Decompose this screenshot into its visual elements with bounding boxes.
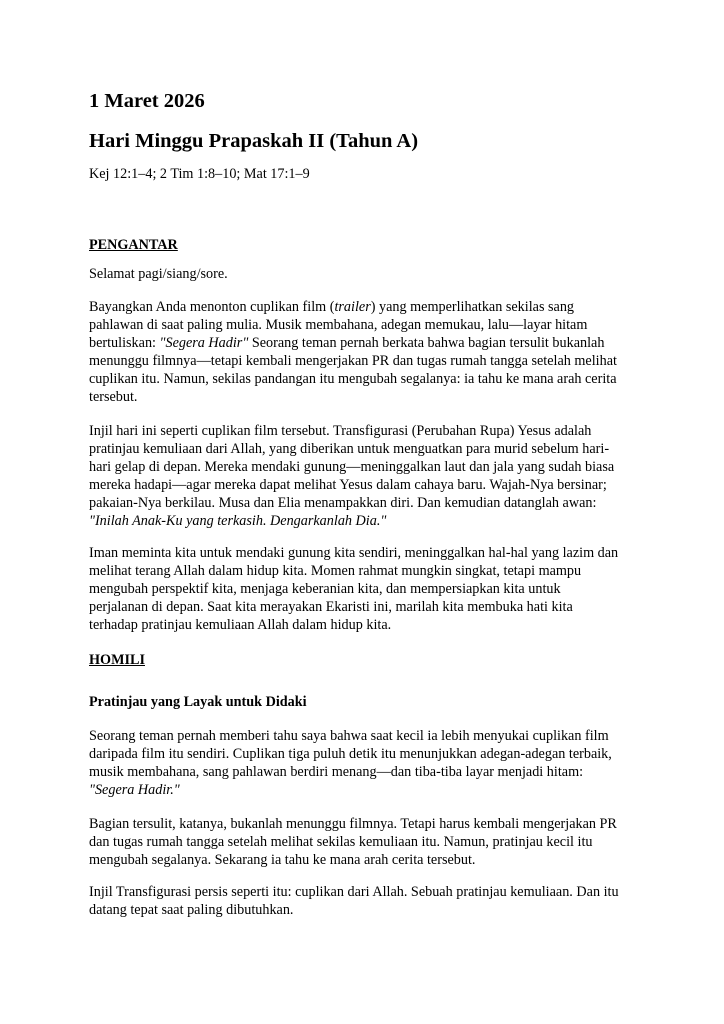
text-line: cuplikan itu. Namun, sekilas pandangan itu mengubah segalanya: ia tahu ke mana arah cerita: [89, 371, 617, 387]
text-line: pratinjau kemuliaan dari Allah, yang diberikan untuk menguatkan para murid sebelum hari-: [89, 441, 610, 457]
text-line: Bagian tersulit, katanya, bukanlah menunggu filmnya. Tetapi harus kembali mengerjakan PR: [89, 816, 617, 832]
text-line: Seorang teman pernah memberi tahu saya bahwa saat kecil ia lebih menyukai cuplikan film: [89, 728, 609, 744]
liturgy-title: Hari Minggu Prapaskah II (Tahun A): [89, 130, 419, 152]
text-line: Iman meminta kita untuk mendaki gunung kita sendiri, meninggalkan hal-hal yang lazim dan: [89, 545, 619, 561]
text-line: mereka hadapi—agar mereka dapat melihat Yesus dalam cahaya baru. Wajah-Nya bersinar;: [89, 477, 607, 493]
text-line: Injil hari ini seperti cuplikan film tersebut. Transfigurasi (Perubahan Rupa) Yesus adalah: [89, 423, 592, 439]
pengantar-paragraph-2: [89, 422, 649, 530]
pengantar-paragraph-3: [89, 544, 649, 634]
homili-paragraph-1: [89, 727, 649, 799]
text-line: Injil Transfigurasi persis seperti itu: cuplikan dari Allah. Sebuah pratinjau kemuliaan. Dan itu: [89, 884, 619, 900]
text-line: mengubah perspektif kita, menjaga keberanian kita, dan mempersiapkan kita untuk: [89, 581, 561, 597]
homili-heading: HOMILI: [89, 652, 145, 668]
italic-term: trailer: [334, 299, 371, 315]
text-line: hari gelap di depan. Mereka mendaki gunung—meninggalkan laut dan jala yang sudah biasa: [89, 459, 615, 475]
text-line: bertuliskan: "Segera Hadir" Seorang teman pernah berkata bahwa bagian tersulit bukanlah: [89, 335, 605, 351]
italic-quote: "Inilah Anak-Ku yang terkasih. Dengarkanlah Dia.": [89, 513, 387, 529]
pengantar-heading: PENGANTAR: [89, 237, 178, 253]
italic-quote: "Segera Hadir": [159, 335, 249, 351]
italic-quote: "Segera Hadir.": [89, 782, 180, 798]
text-line: perjalanan di depan. Saat kita merayakan Ekaristi ini, marilah kita membuka hati kita: [89, 599, 573, 615]
text-line: pahlawan di saat paling mulia. Musik membahana, adegan memukau, lalu—layar hitam: [89, 317, 588, 333]
text-line: melihat terang Allah dalam hidup kita. Momen rahmat mungkin singkat, tetapi mampu: [89, 563, 582, 579]
text-line: [89, 512, 649, 530]
date-heading: 1 Maret 2026: [89, 90, 205, 112]
homili-subheading: Pratinjau yang Layak untuk Didaki: [89, 694, 307, 710]
scripture-readings: Kej 12:1–4; 2 Tim 1:8–10; Mat 17:1–9: [89, 166, 310, 182]
greeting-text: Selamat pagi/siang/sore.: [89, 266, 228, 282]
text-line: daripada film itu sendiri. Cuplikan tiga puluh detik itu menunjukkan adegan-adegan terbaik,: [89, 746, 612, 762]
homili-paragraph-3: [89, 883, 649, 919]
text-line: terhadap pratinjau kemuliaan Allah dalam hidup kita.: [89, 617, 392, 633]
text-line: datang tepat saat paling dibutuhkan.: [89, 902, 294, 918]
text-line: pakaian-Nya berkilau. Musa dan Elia menampakkan diri. Dan kemudian datanglah awan:: [89, 495, 597, 511]
text-line: tersebut.: [89, 389, 138, 405]
text-line: [89, 781, 649, 799]
text-line: mengubah segalanya. Sekarang ia tahu ke mana arah cerita tersebut.: [89, 852, 476, 868]
pengantar-paragraph-1: [89, 298, 649, 406]
text-line: dan tugas rumah tangga setelah melihat sekilas kemuliaan itu. Namun, pratinjau kecil itu: [89, 834, 593, 850]
text-line: musik membahana, sang pahlawan berdiri menang—dan tiba-tiba layar menjadi hitam:: [89, 764, 584, 780]
text-line: Bayangkan Anda menonton cuplikan film (trailer) yang memperlihatkan sekilas sang: [89, 299, 575, 315]
homili-paragraph-2: [89, 815, 649, 869]
text-line: menunggu filmnya—tetapi kembali mengerjakan PR dan tugas rumah tangga setelah melihat: [89, 353, 617, 369]
